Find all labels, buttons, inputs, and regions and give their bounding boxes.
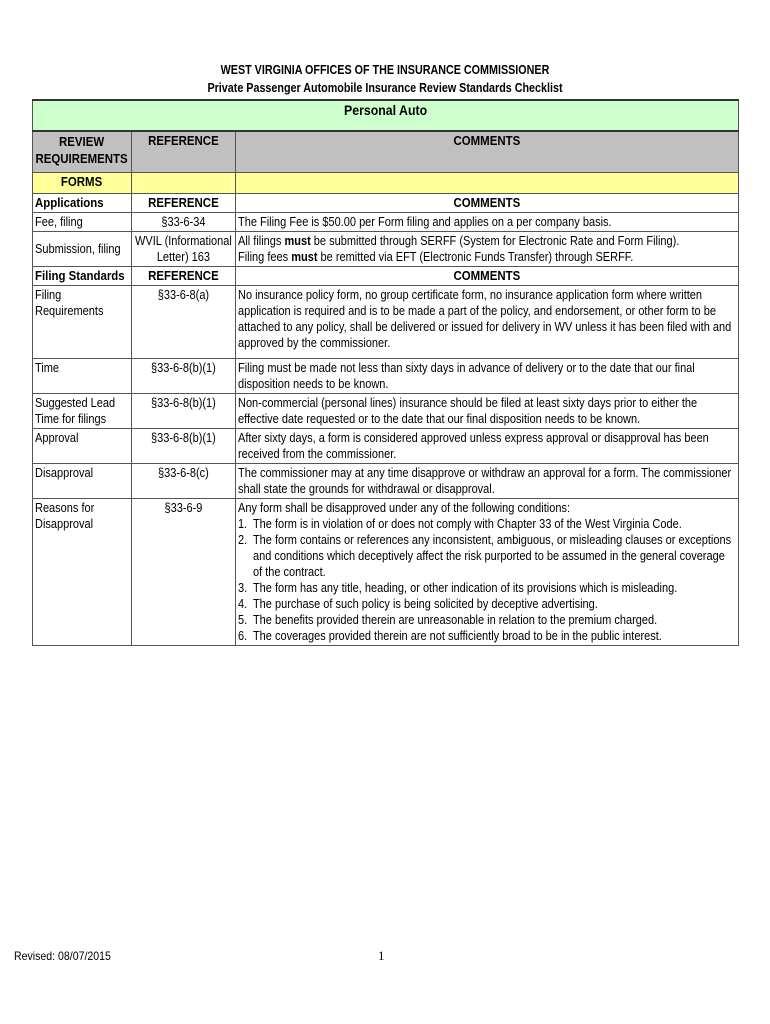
- comment-cell: Non-commercial (personal lines) insurance should be filed at least sixty days prior to either the effective date requested or to the date that our final disposition needs to be known.: [238, 396, 698, 426]
- table-row: [33, 232, 739, 267]
- reference-cell: §33-6-8(b)(1): [151, 431, 216, 445]
- requirement-cell: Fee, filing: [35, 215, 83, 229]
- forms-row: [33, 173, 739, 194]
- list-item: 5. The benefits provided therein are unreasonable in relation to the premium charged.: [238, 613, 658, 627]
- requirement-cell: Time: [35, 361, 60, 375]
- table-row: [33, 499, 739, 646]
- comment-line-submission: All filings must be submitted through SERFF (System for Electronic Rate and Form Filing).: [238, 234, 680, 248]
- conditions-intro: Any form shall be disapproved under any of the following conditions:: [238, 501, 571, 515]
- comment-cell: [238, 500, 736, 644]
- reference-cell: §33-6-9: [164, 501, 203, 515]
- requirement-cell: Approval: [35, 431, 79, 445]
- document-subtitle: Private Passenger Automobile Insurance Review Standards Checklist: [207, 81, 563, 95]
- comment-cell: [238, 233, 736, 265]
- comment-cell: No insurance policy form, no group certificate form, no insurance application form where written application is required and is to be made a part of the policy, and endorsement, or other form to be attached to any policy, shall be delivered or issued for delivery in WV unless it has been filed with and approved by the commissioner.: [238, 288, 732, 350]
- column-header-row: [33, 131, 739, 173]
- filing-standards-subheader: [33, 267, 739, 286]
- applications-reference-header: REFERENCE: [148, 195, 219, 210]
- comment-line-fees: Filing fees must be remitted via EFT (Electronic Funds Transfer) through SERFF.: [238, 250, 634, 264]
- document-title: WEST VIRGINIA OFFICES OF THE INSURANCE COMMISSIONER: [220, 63, 550, 77]
- filing-standards-comments-header: COMMENTS: [453, 268, 521, 283]
- table-row: [33, 213, 739, 232]
- requirement-cell: Submission, filing: [35, 242, 121, 256]
- comment-cell: After sixty days, a form is considered approved unless express approval or disapproval has been received from the commissioner.: [238, 431, 709, 461]
- table-row: [33, 359, 739, 394]
- banner-row: [33, 100, 739, 131]
- applications-comments-header: COMMENTS: [453, 195, 521, 210]
- reference-cell: WVIL (Informational Letter) 163: [135, 234, 232, 264]
- page-number: 1: [378, 948, 385, 963]
- list-item: 3. The form has any title, heading, or other indication of its provisions which is misleading.: [238, 581, 678, 595]
- conditions-list: [238, 516, 736, 644]
- reference-cell: §33-6-8(a): [157, 288, 210, 302]
- forms-label: FORMS: [61, 174, 103, 189]
- requirement-cell: Suggested Lead Time for filings: [35, 396, 116, 426]
- list-item: 1. The form is in violation of or does not comply with Chapter 33 of the West Virginia Code.: [238, 517, 682, 531]
- comment-cell: Filing must be made not less than sixty days in advance of delivery or to the date that our final disposition needs to be known.: [238, 361, 695, 391]
- banner-title: Personal Auto: [343, 102, 428, 118]
- applications-label: Applications: [35, 195, 104, 210]
- requirement-cell: Reasons for Disapproval: [35, 501, 95, 531]
- applications-subheader: [33, 194, 739, 213]
- filing-standards-reference-header: REFERENCE: [148, 268, 219, 283]
- revised-date: Revised: 08/07/2015: [14, 949, 111, 963]
- table-row: [33, 286, 739, 359]
- comments-header: COMMENTS: [453, 133, 521, 148]
- list-item: 4. The purchase of such policy is being solicited by deceptive advertising.: [238, 597, 598, 611]
- reference-cell: §33-6-8(c): [158, 466, 209, 480]
- review-requirements-header: REVIEW REQUIREMENTS: [35, 134, 129, 166]
- reference-header: REFERENCE: [148, 133, 219, 148]
- comment-cell: The Filing Fee is $50.00 per Form filing and applies on a per company basis.: [238, 215, 612, 229]
- comment-cell: The commissioner may at any time disapprove or withdraw an approval for a form. The commissioner shall state the grounds for withdrawal or disapproval.: [238, 466, 732, 496]
- table-row: [33, 394, 739, 429]
- checklist-table: [32, 99, 739, 646]
- filing-standards-label: Filing Standards: [35, 268, 125, 283]
- list-item: 6. The coverages provided therein are not sufficiently broad to be in the public interest.: [238, 629, 662, 643]
- requirement-cell: Disapproval: [35, 466, 94, 480]
- requirement-cell: Filing Requirements: [35, 288, 104, 318]
- table-row: [33, 429, 739, 464]
- reference-cell: §33-6-8(b)(1): [151, 396, 216, 410]
- table-row: [33, 464, 739, 499]
- reference-cell: §33-6-34: [161, 215, 206, 229]
- list-item: 2. The form contains or references any inconsistent, ambiguous, or misleading clauses or exceptions and conditions which deceptively affect the risk purported to be assumed in the general coverage of the contract.: [238, 533, 732, 579]
- reference-cell: §33-6-8(b)(1): [151, 361, 216, 375]
